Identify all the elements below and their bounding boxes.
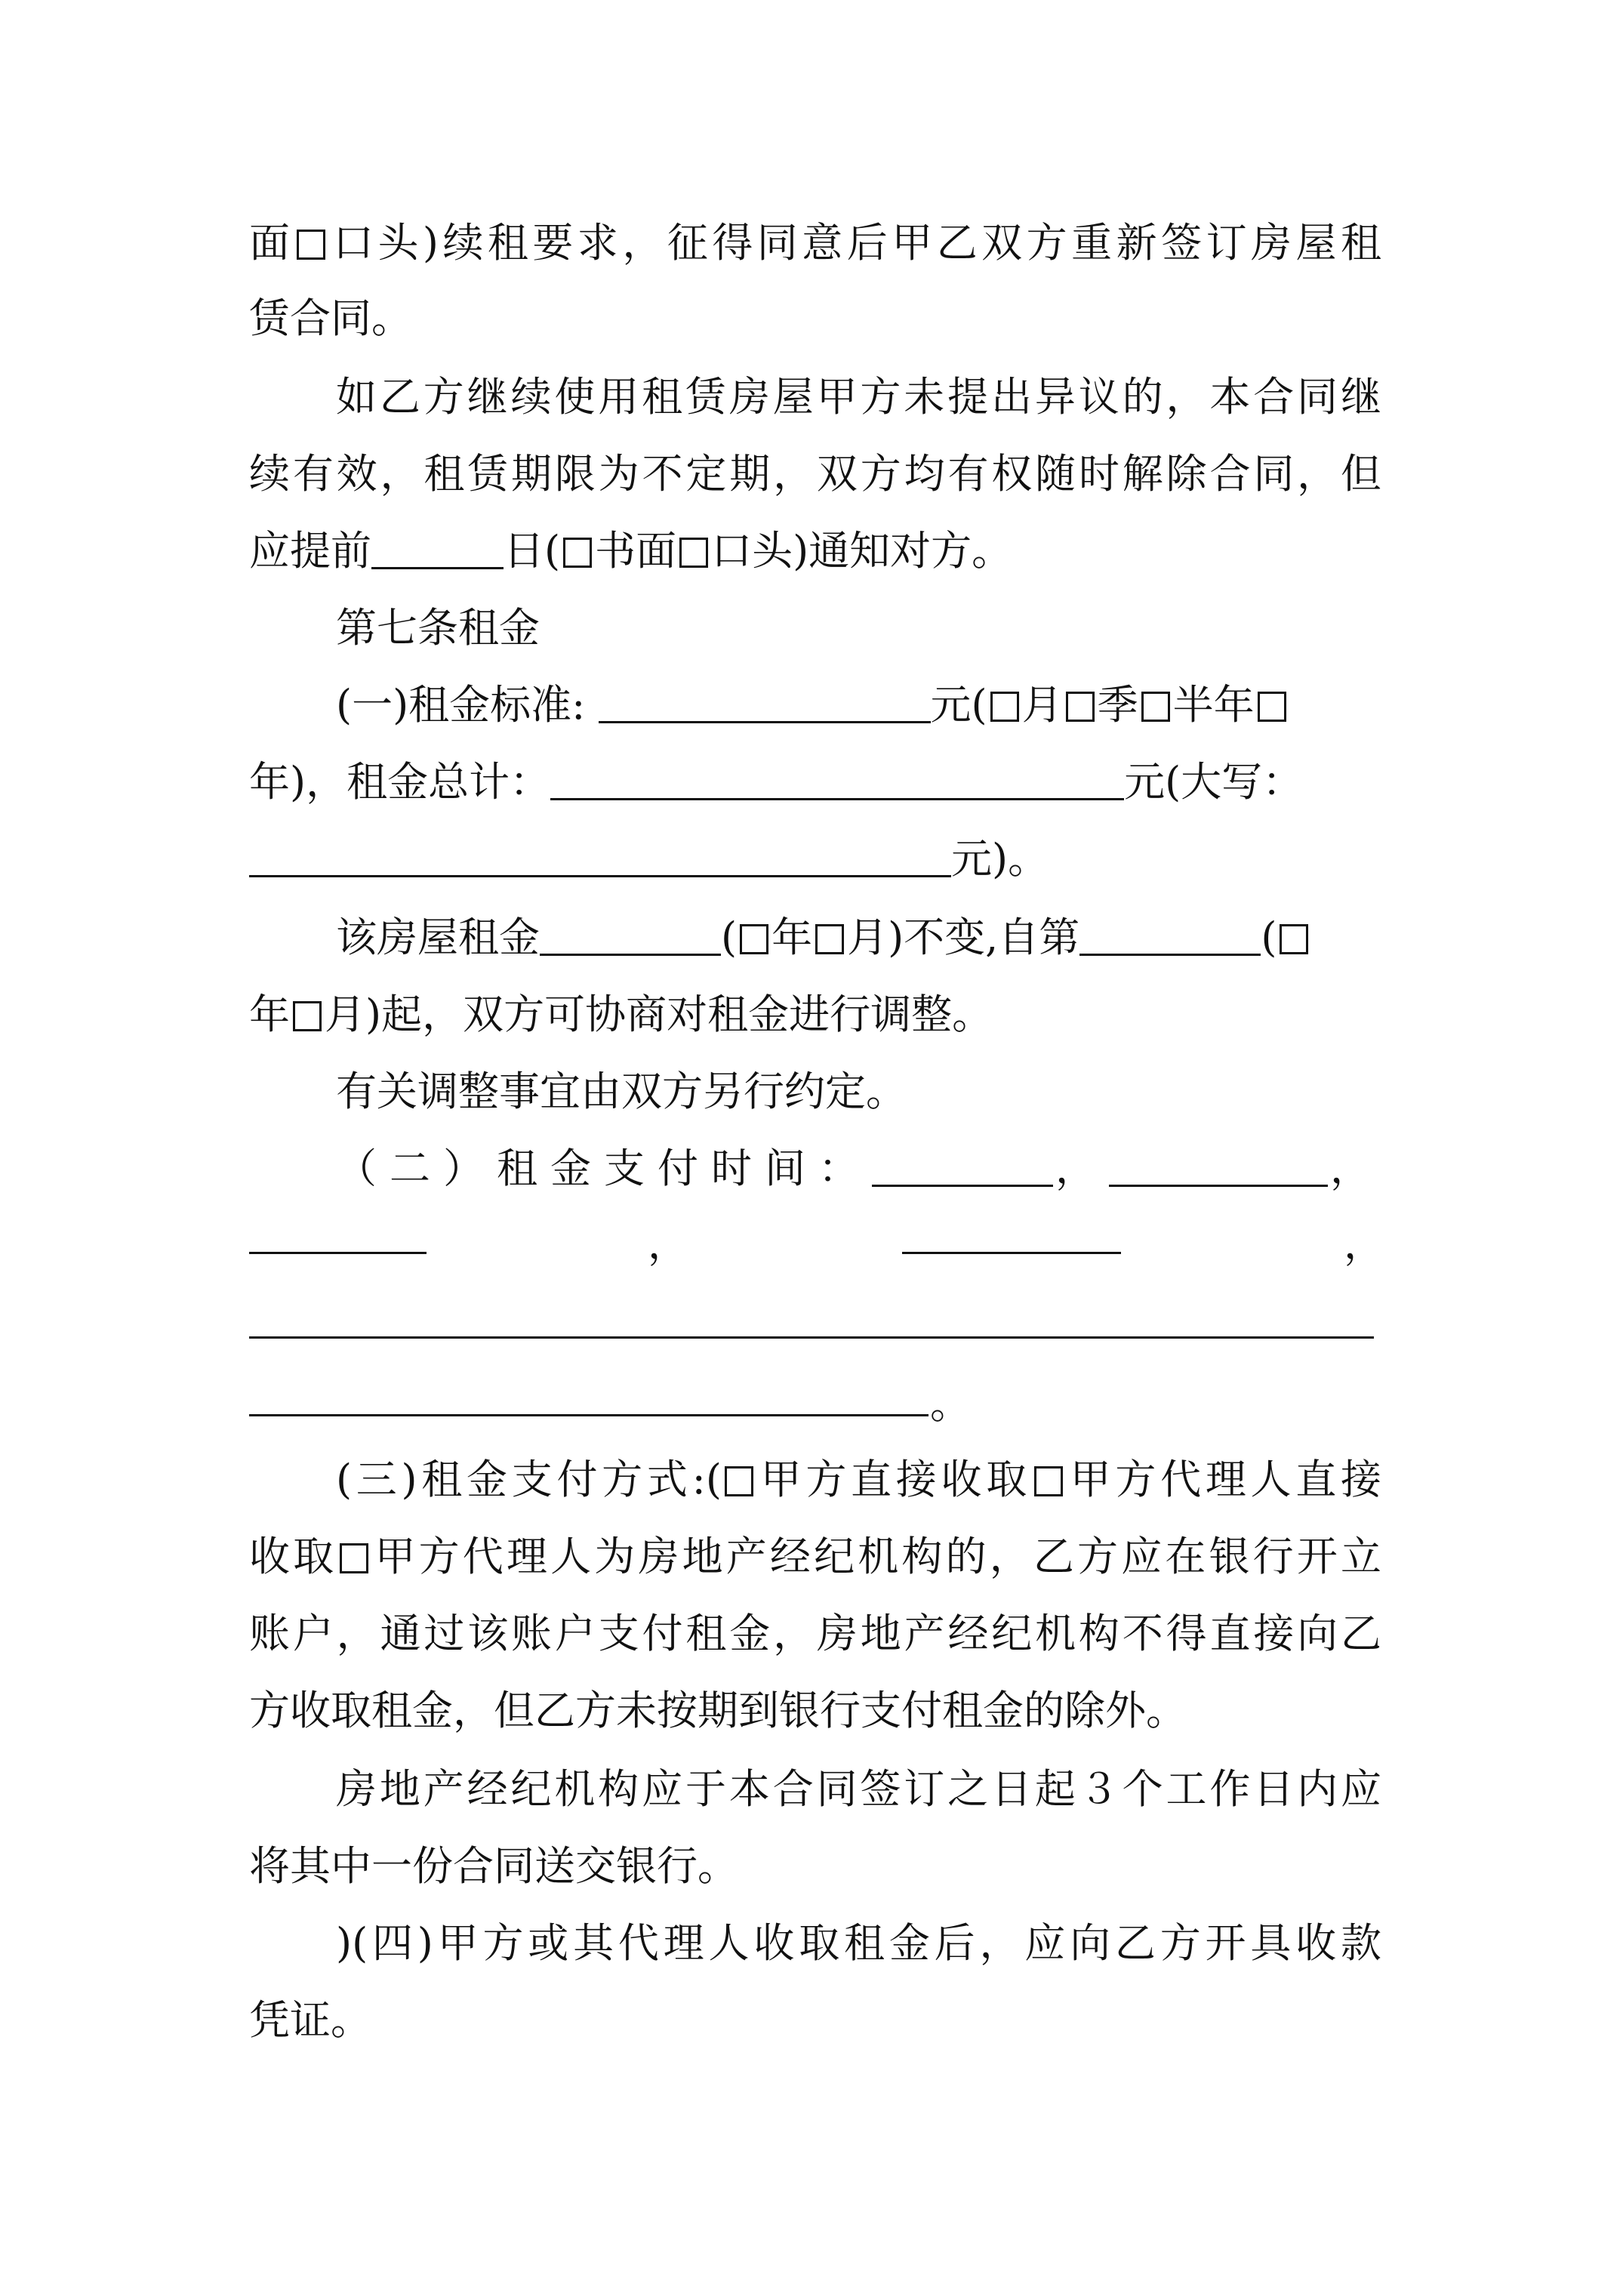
text-line: 续有效，租赁期限为不定期，双方均有权随时解除合同，但	[249, 450, 1381, 498]
checkbox-year[interactable]	[740, 924, 768, 954]
checkbox-halfyear[interactable]	[1141, 692, 1170, 722]
rent-standard-blank[interactable]	[599, 677, 931, 723]
checkbox-month[interactable]	[293, 1001, 322, 1031]
text-line: 收取 甲方代理人为房地产经纪机构的，乙方应在银行开立	[249, 1533, 1382, 1580]
period-mark: 。	[930, 1380, 971, 1428]
checkbox-year[interactable]	[1280, 924, 1308, 954]
text-line: (一)租金标准: 元( 月 季 半年	[336, 667, 1468, 743]
checkbox-written[interactable]	[563, 538, 592, 568]
payment-time-blank-5[interactable]	[249, 1336, 1374, 1339]
checkbox-year[interactable]	[1258, 692, 1286, 722]
text-line: 元)。	[249, 821, 1381, 897]
comma: ，	[1344, 1220, 1384, 1268]
text-line: 凭证。	[249, 1996, 371, 2044]
text-line: 该房屋租金 ( 年 月)不变,自第 (	[336, 900, 1468, 975]
text-line: 面 口头)续租要求，征得同意后甲乙双方重新签订房屋租	[249, 219, 1381, 267]
notice-days-blank[interactable]	[371, 523, 504, 569]
payment-time-blank-4[interactable]	[902, 1252, 1121, 1254]
text-line: 方收取租金，但乙方未按期到银行支付租金的除外。	[249, 1687, 1187, 1734]
checkbox-agent-direct[interactable]	[1034, 1466, 1063, 1496]
text-line: 如乙方继续使用租赁房屋甲方未提出异议的，本合同继	[336, 373, 1381, 421]
text-line: 账户，通过该账户支付租金，房地产经纪机构不得直接向乙	[249, 1610, 1381, 1657]
text-line: 应提前 日( 书面 口头)通知对方。	[249, 513, 1381, 589]
checkbox-oral[interactable]	[679, 538, 708, 568]
text-line: 房地产经纪机构应于本合同签订之日起３个工作日内应	[336, 1765, 1381, 1813]
checkbox-landlord-direct[interactable]	[725, 1466, 753, 1496]
rent-total-blank[interactable]	[550, 754, 1124, 800]
text-line: (三)租金支付方式:( 甲方直接收取 甲方代理人直接	[336, 1456, 1382, 1503]
checkbox-quarter[interactable]	[1066, 692, 1095, 722]
text-line: 赁合同。	[249, 294, 412, 342]
payment-time-blank-2[interactable]	[1109, 1141, 1328, 1187]
rent-fixed-period-blank[interactable]	[540, 910, 721, 956]
checkbox-agency[interactable]	[340, 1543, 368, 1573]
rent-total-words-blank[interactable]	[249, 831, 951, 877]
section-heading: 第七条租金	[336, 604, 540, 652]
checkbox-oral[interactable]	[297, 230, 325, 260]
payment-time-blank-6[interactable]	[249, 1414, 929, 1416]
checkbox-month[interactable]	[815, 924, 844, 954]
text-line: （二）租金支付时间： ， ，	[336, 1131, 1381, 1207]
checkbox-month[interactable]	[990, 692, 1019, 722]
rent-adjust-start-blank[interactable]	[1079, 910, 1261, 956]
text-line: )(四)甲方或其代理人收取租金后，应向乙方开具收款	[336, 1919, 1381, 1967]
text-line: 年)，租金总计： 元(大写：	[249, 744, 1381, 820]
text-line: 将其中一份合同送交银行。	[249, 1842, 738, 1890]
comma: ，	[648, 1220, 688, 1268]
text-line: 年 月)起，双方可协商对租金进行调整。	[249, 991, 993, 1038]
payment-time-blank-3[interactable]	[249, 1252, 427, 1254]
payment-time-blank-1[interactable]	[872, 1141, 1053, 1187]
text-line: 有关调整事宜由双方另行约定。	[336, 1068, 907, 1115]
